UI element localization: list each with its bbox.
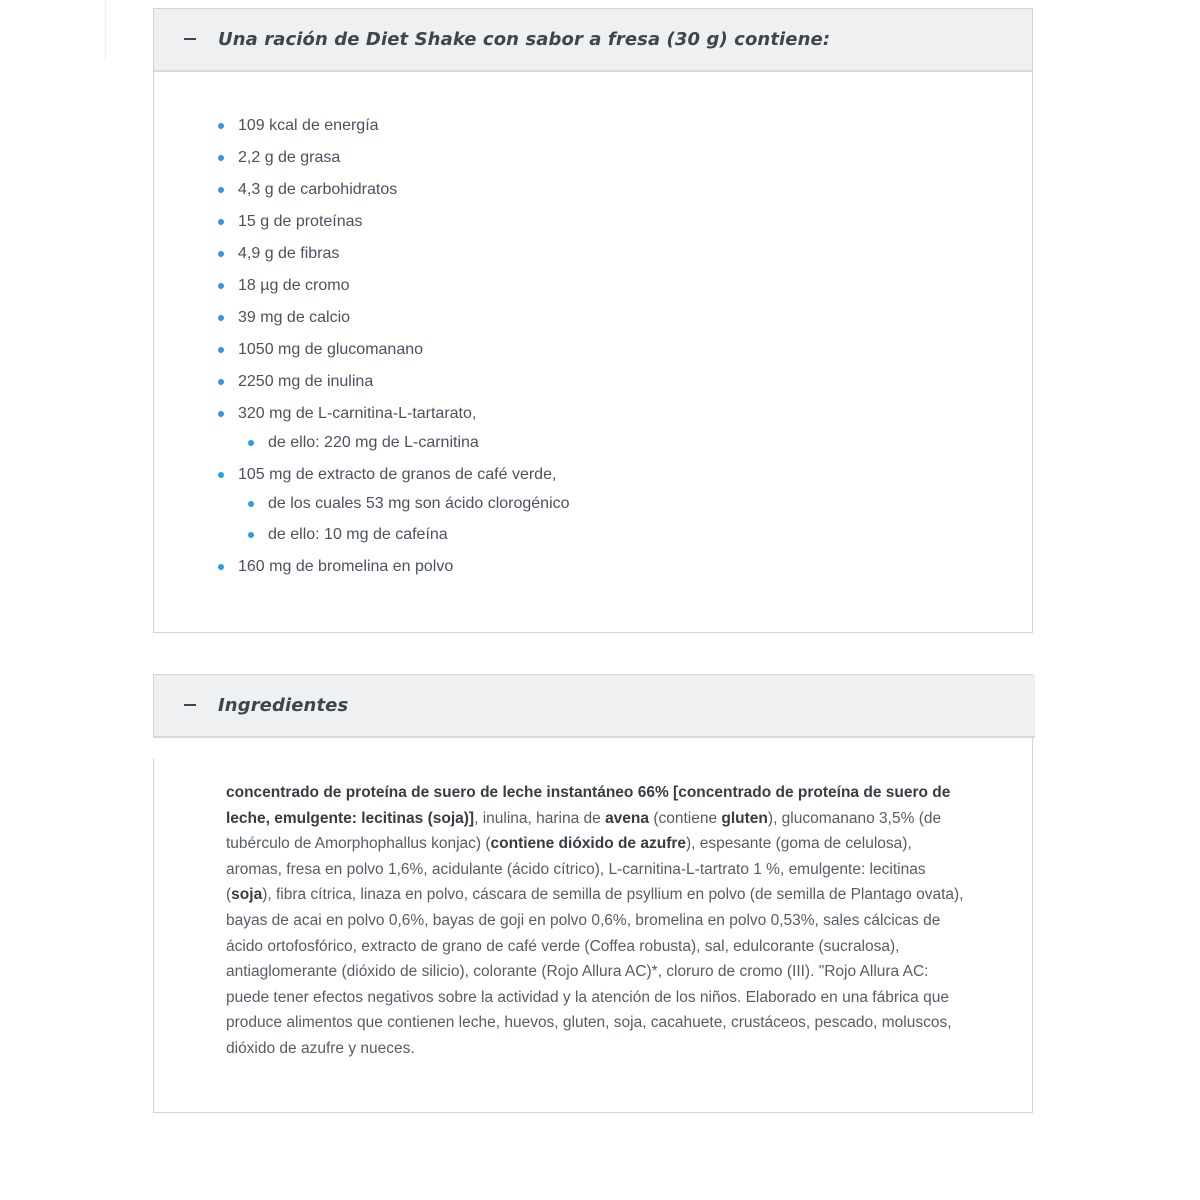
list-item — [218, 307, 560, 339]
ingredients-accordion-panel — [153, 674, 1033, 1113]
left-edge-divider-top — [105, 0, 106, 62]
list-item-text: 4,3 g de carbohidratos — [238, 181, 398, 198]
list-item-text: 160 mg de bromelina en polvo — [238, 558, 454, 575]
list-item-text: 39 mg de calcio — [238, 309, 351, 326]
bullet-dot-icon — [218, 123, 224, 129]
minus-icon[interactable] — [184, 38, 196, 40]
sub-list-item — [248, 432, 570, 464]
list-item — [218, 464, 570, 556]
bullet-dot-icon — [218, 347, 224, 353]
list-item-text: 105 mg de extracto de granos de café verde, — [238, 466, 557, 483]
bullet-dot-icon — [218, 155, 224, 161]
list-item — [218, 211, 560, 243]
sub-list-item — [248, 524, 570, 556]
bullet-dot-icon — [218, 379, 224, 385]
list-item — [218, 371, 560, 403]
nutrition-panel-title: Una ración de Diet Shake con sabor a fresa (30 g) contiene: — [218, 29, 831, 50]
ingredient-bold: avena — [605, 809, 650, 827]
ingredient-text: (contiene — [649, 809, 722, 827]
bullet-dot-icon — [218, 219, 224, 225]
ingredient-bold: gluten — [721, 809, 768, 827]
list-item — [218, 556, 560, 588]
border-gap — [153, 738, 156, 758]
ingredient-text: ), espesante (goma de celulosa), aromas, fresa en polvo 1,6%, acidulante (ácido cítrico), L-carnitina-L-tartrato 1 %, emulgente: lecitinas ( — [226, 835, 926, 904]
ingredients-accordion-header[interactable] — [154, 675, 1035, 738]
ingredient-text: ), glucomanano 3,5% (de tubérculo de Amorphophallus konjac) ( — [226, 809, 942, 853]
ingredients-text — [226, 780, 966, 1062]
sub-list — [248, 432, 570, 464]
list-item-text: 2,2 g de grasa — [238, 149, 341, 166]
bullet-dot-icon — [218, 411, 224, 417]
ingredients-panel-title: Ingredientes — [218, 695, 349, 716]
list-item — [218, 243, 560, 275]
bullet-dot-icon — [218, 187, 224, 193]
list-item-text: 320 mg de L-carnitina-L-tartarato, — [238, 405, 477, 422]
list-item-text: 1050 mg de glucomanano — [238, 341, 424, 358]
list-item — [218, 115, 560, 147]
ingredient-bold: soja — [231, 886, 263, 904]
sub-list-item-text: de ello: 220 mg de L-carnitina — [268, 434, 479, 451]
nutrition-list — [218, 115, 570, 588]
list-item-text: 109 kcal de energía — [238, 117, 379, 134]
bullet-dot-icon — [218, 251, 224, 257]
bullet-dot-icon — [248, 532, 254, 538]
sub-list-item-text: de ello: 10 mg de cafeína — [268, 526, 448, 543]
sub-list-item-text: de los cuales 53 mg son ácido clorogénico — [268, 495, 570, 512]
list-item — [218, 179, 560, 211]
list-item-text: 4,9 g de fibras — [238, 245, 340, 262]
minus-icon[interactable] — [184, 704, 196, 706]
list-item-text: 18 µg de cromo — [238, 277, 350, 294]
bullet-dot-icon — [218, 564, 224, 570]
bullet-dot-icon — [218, 283, 224, 289]
bullet-dot-icon — [218, 315, 224, 321]
bullet-dot-icon — [218, 472, 224, 478]
ingredient-bold: contiene dióxido de azufre — [490, 835, 687, 853]
list-item-text: 15 g de proteínas — [238, 213, 363, 230]
list-item — [218, 147, 560, 179]
bullet-dot-icon — [248, 501, 254, 507]
ingredient-text: ), fibra cítrica, linaza en polvo, cáscara de semilla de psyllium en polvo (de semilla de Plantago ovata), bayas de acai en polvo 0,6%, bayas de goji en polvo 0,6%, bromelina en polvo 0,53%, sales cálcicas de ácido ortofosfórico, extracto de grano de café verde (Coffea robusta), sal, edulcorante (sucralosa), antiaglomerante (dióxido de silicio), colorante (Rojo Allura AC)*, cloruro de cromo (III). "Rojo Allura AC: puede tener efectos negativos sobre la actividad y la atención de los niños. Elaborado en una fábrica que produce alimentos que contienen leche, huevos, gluten, soja, cacahuete, crustáceos, pescado, moluscos, dióxido de azufre y nueces. — [226, 886, 964, 1057]
sub-list — [248, 493, 570, 556]
list-item — [218, 403, 560, 464]
nutrition-accordion-panel — [153, 8, 1033, 633]
ingredient-text: , inulina, harina de — [474, 809, 606, 827]
list-item — [218, 339, 560, 371]
list-item-text: 2250 mg de inulina — [238, 373, 374, 390]
bullet-dot-icon — [248, 440, 254, 446]
sub-list-item — [248, 493, 570, 524]
ingredient-bold: concentrado de proteína de suero de leche instantáneo 66% [concentrado de proteína de suero de leche, emulgente: lecitinas (soja)] — [226, 784, 951, 827]
nutrition-accordion-header[interactable] — [154, 9, 1032, 72]
list-item — [218, 275, 560, 307]
